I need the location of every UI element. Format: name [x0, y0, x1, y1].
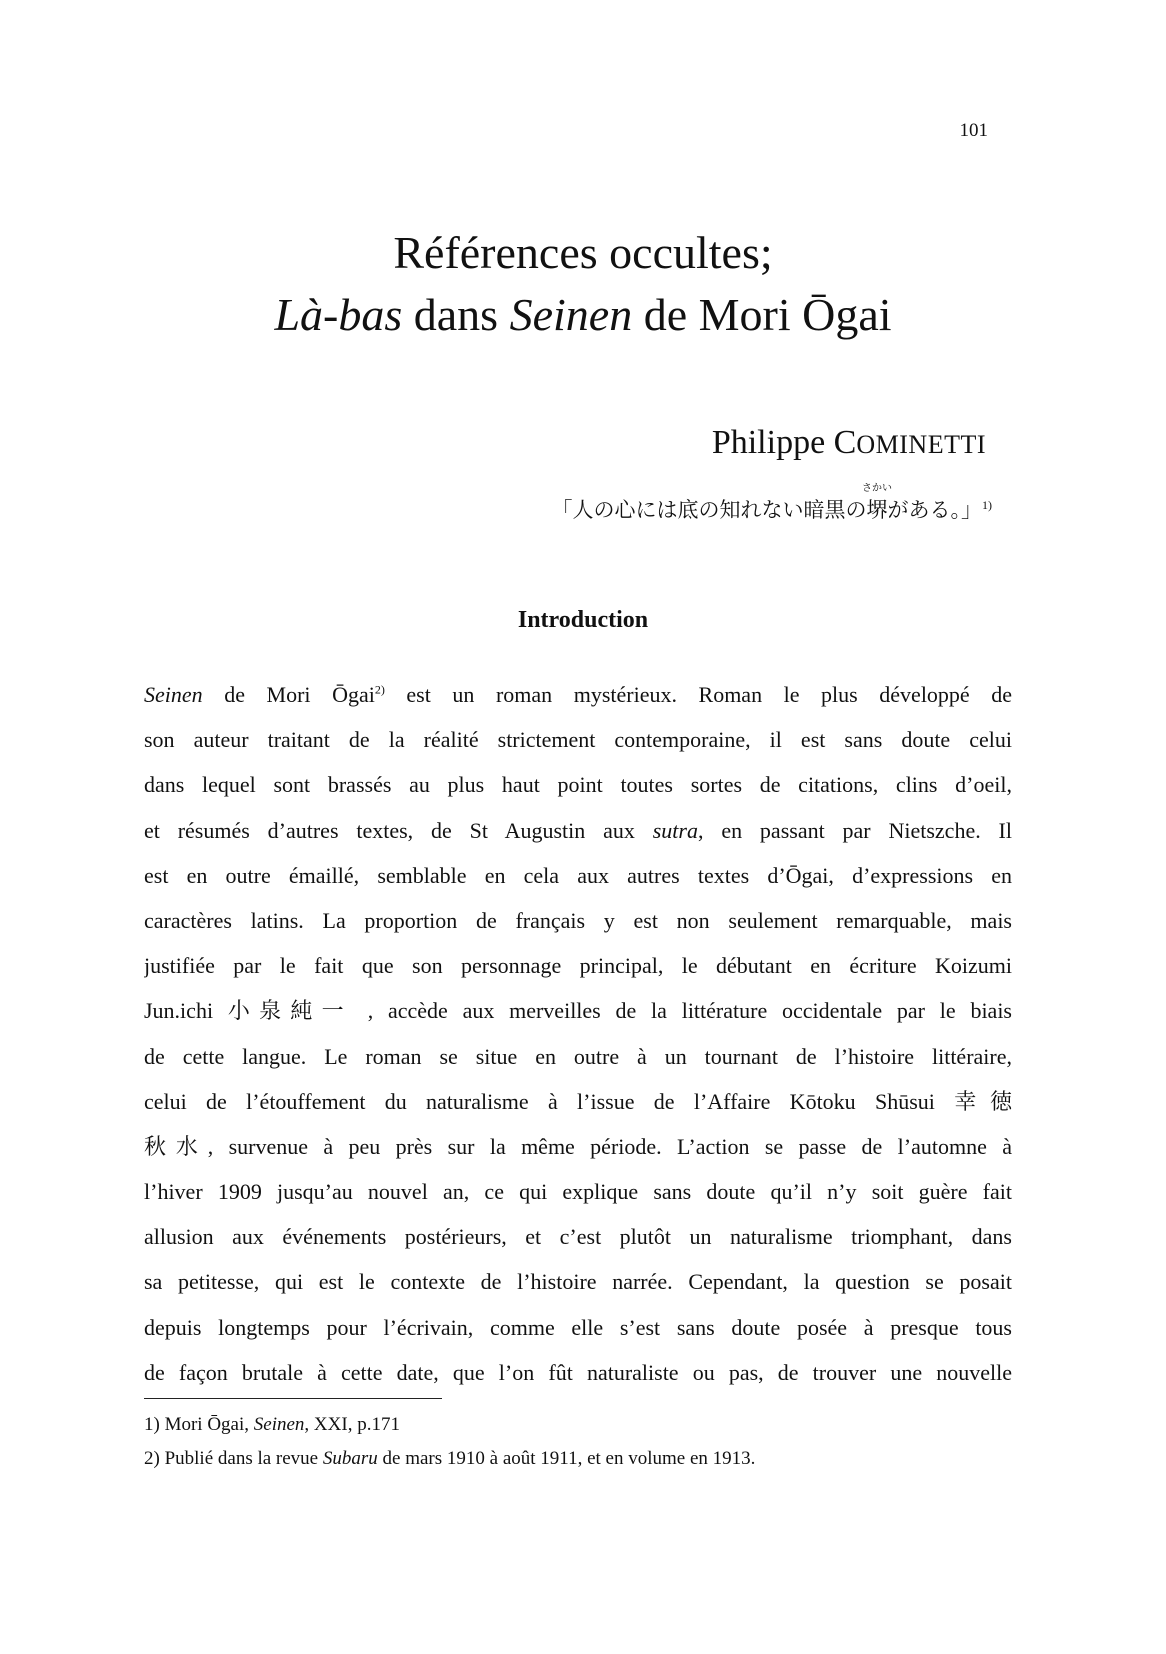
footnote-1: 1) Mori Ōgai, Seinen, XXI, p.171 — [144, 1414, 400, 1435]
body-seinen: Seinen — [144, 682, 203, 707]
page-number: 101 — [959, 120, 988, 141]
body-line: de façon brutale à cette date, que l’on fût naturaliste ou pas, de trouver une nouvelle — [144, 1359, 1012, 1385]
body-line: caractères latins. La proportion de français y est non seulement remarquable, mais — [144, 907, 1012, 933]
author-first-name: Philippe — [711, 424, 834, 461]
author-last-initial: C — [833, 424, 857, 461]
body-sutra: sutra — [652, 817, 698, 843]
body-note-ref[interactable]: 2) — [374, 682, 385, 697]
epigraph-ruby-text: さかい — [862, 483, 892, 494]
epigraph-note-ref[interactable]: 1) — [982, 498, 992, 512]
article-title — [0, 222, 1166, 346]
body-line: depuis longtemps pour l’écrivain, comme elle s’est sans doute posée à presque tous — [144, 1314, 1012, 1340]
body-line: allusion aux événements postérieurs, et c’est plutôt un naturalisme triomphant, dans — [144, 1224, 1012, 1250]
epigraph-ruby — [862, 483, 892, 524]
title-line-2 — [0, 284, 1166, 346]
section-heading: Introduction — [517, 607, 649, 633]
body-line: 秋水, survenue à peu près sur la même période. L’action se passe de l’automne à — [144, 1133, 1012, 1159]
body-line: Seinen de Mori Ōgai$^{2)}$ est un roman mystérieux. Roman le plus développé de — [144, 682, 1012, 707]
author-name — [712, 424, 986, 462]
epigraph-before: 「人の心には底の知れない暗黒の — [551, 498, 867, 522]
body-line: et résumés d’autres textes, de St Augustin aux sutra, en passant par Nietszche. Il — [144, 817, 1012, 843]
footnote-2: 2) Publié dans la revue Subaru de mars 1910 à août 1911, et en volume en 1913. — [144, 1448, 756, 1469]
body-line: de cette langue. Le roman se situe en outre à un tournant de l’histoire littéraire, — [144, 1043, 1012, 1069]
epigraph-after: がある。」 — [887, 498, 982, 522]
body-line: justifiée par le fait que son personnage principal, le débutant en écriture Koizumi — [144, 953, 1012, 979]
footnotes — [144, 1408, 755, 1476]
body-line: celui de l’étouffement du naturalisme à l’issue de l’Affaire Kōtoku Shūsui 幸徳 — [144, 1088, 1012, 1114]
body-line: l’hiver 1909 jusqu’au nouvel an, ce qui explique sans doute qu’il n’y soit guère fait — [144, 1179, 1012, 1205]
title-de-mori-ogai: de Mori Ōgai — [632, 289, 892, 340]
title-labas: Là-bas — [274, 289, 403, 340]
footnote-divider — [144, 1398, 442, 1399]
body-paragraph — [144, 672, 1012, 1395]
body-line: dans lequel sont brassés au plus haut point toutes sortes de citations, clins d’oeil, — [144, 772, 1012, 798]
body-line: son auteur traitant de la réalité strictement contemporaine, il est sans doute celui — [144, 727, 1012, 753]
title-line-1: Références occultes; — [393, 227, 773, 278]
epigraph-ruby-base: 堺 — [866, 498, 888, 522]
body-line: Jun.ichi 小泉純一 , accède aux merveilles de la littérature occidentale par le biais — [144, 998, 1012, 1024]
author-last-rest: OMINETTI — [856, 430, 986, 459]
epigraph — [551, 483, 993, 524]
title-dans: dans — [402, 289, 510, 340]
title-seinen: Seinen — [509, 289, 633, 340]
body-line: est en outre émaillé, semblable en cela aux autres textes d’Ōgai, d’expressions en — [144, 862, 1012, 888]
body-line: sa petitesse, qui est le contexte de l’histoire narrée. Cependant, la question se posait — [144, 1269, 1012, 1295]
